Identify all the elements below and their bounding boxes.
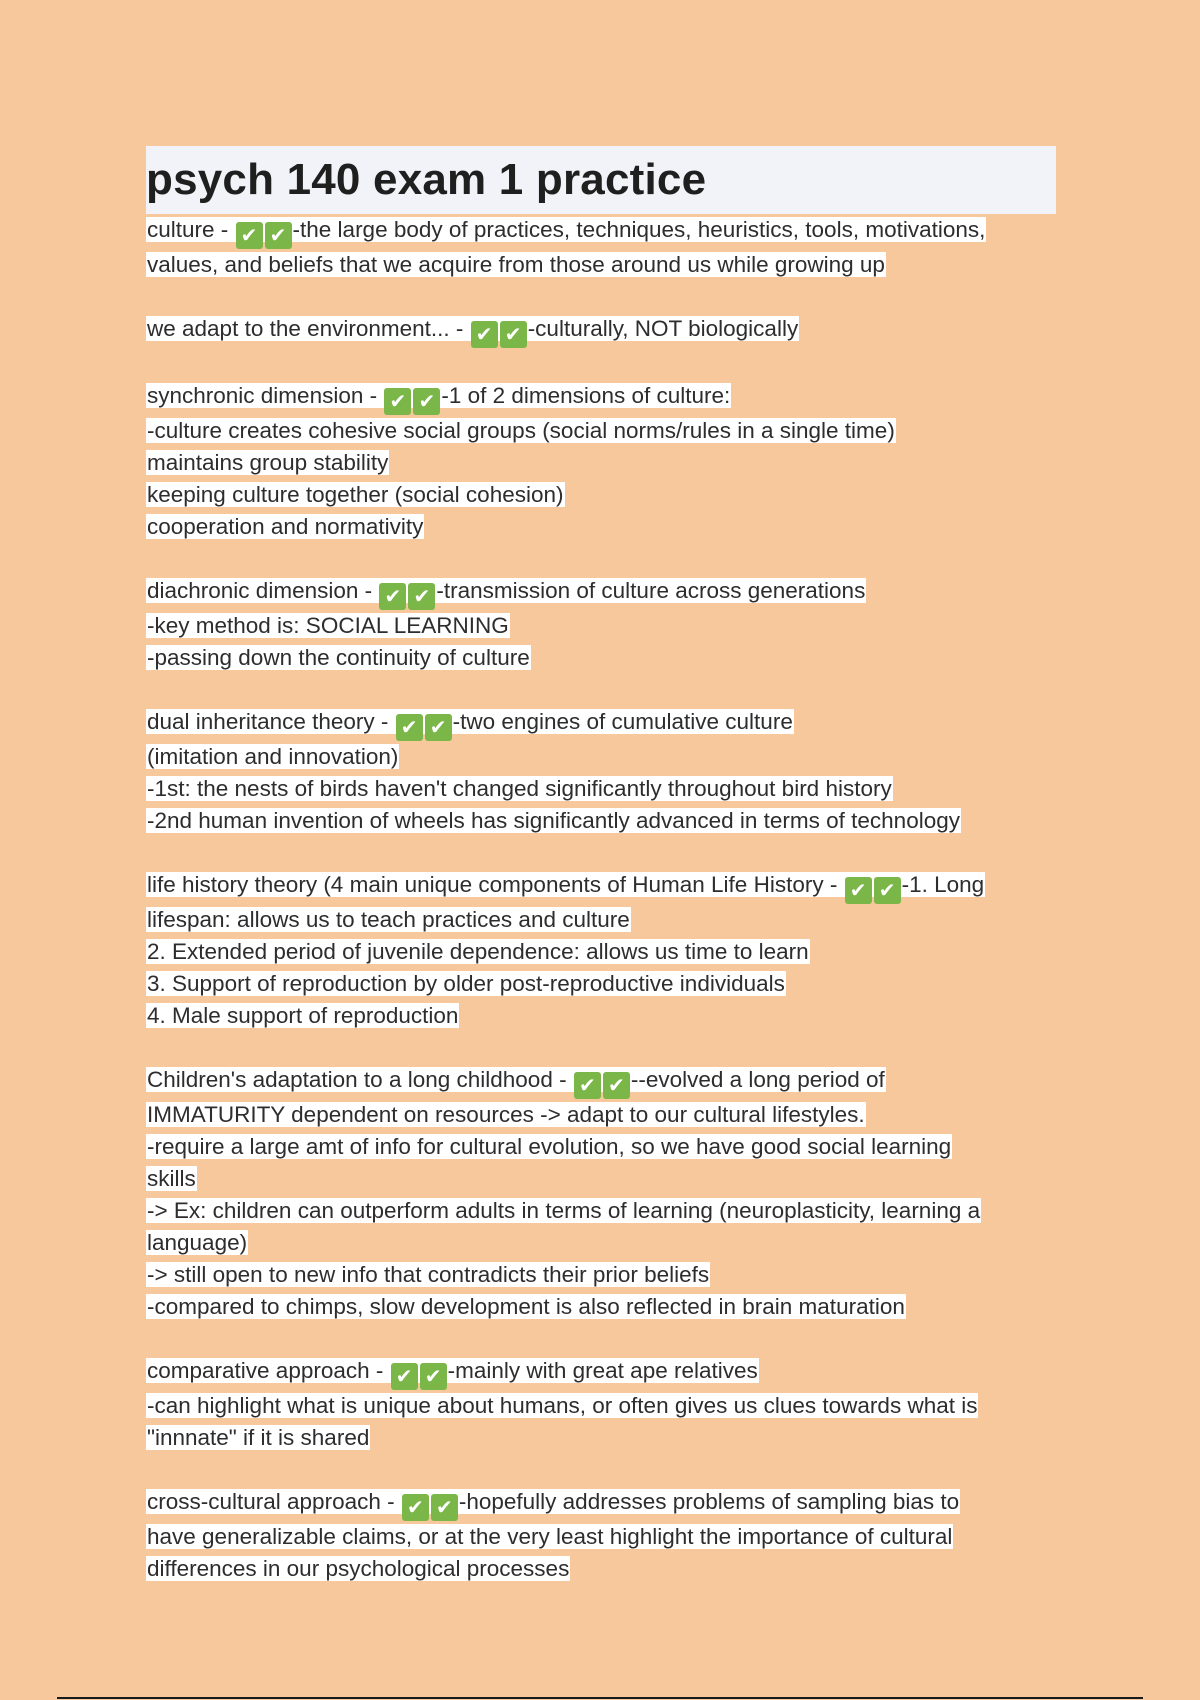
entry-highlight: [146, 383, 731, 413]
entry-definition: -transmission of culture across generations: [436, 578, 866, 603]
entry-definition: -hopefully addresses problems of sampling bias to: [458, 1489, 960, 1514]
entry-line-text: skills: [147, 1166, 196, 1191]
entry-first-line: [146, 1355, 1056, 1390]
entry-first-line: [146, 1486, 1056, 1521]
entry-line-text: language): [147, 1230, 248, 1255]
entry-line-text: have generalizable claims, or at the very least highlight the importance of cultural: [147, 1524, 953, 1549]
entry-line: [146, 968, 1056, 1000]
check-mark-icon: ✔: [391, 1363, 418, 1390]
flashcard-entry: [146, 380, 1056, 543]
entry-line-text: -passing down the continuity of culture: [147, 645, 530, 670]
check-mark-icon: ✔: [236, 222, 263, 249]
entry-highlight: [146, 1489, 960, 1519]
entry-line: [146, 1195, 1056, 1227]
entry-highlight: [146, 1358, 759, 1388]
entry-definition: -mainly with great ape relatives: [447, 1358, 758, 1383]
page-bottom-rule: [57, 1697, 1143, 1699]
entry-term: synchronic dimension -: [147, 383, 384, 408]
entry-line: [146, 249, 1056, 281]
check-mark-icon: ✔: [384, 388, 411, 415]
entry-line-text: values, and beliefs that we acquire from those around us while growing up: [147, 252, 885, 277]
entry-first-line: [146, 313, 1056, 348]
entry-definition: -two engines of cumulative culture: [452, 709, 793, 734]
check-mark-icon: ✔: [431, 1494, 458, 1521]
document-page: [146, 146, 1056, 1617]
entry-line: [146, 479, 1056, 511]
entry-line: [146, 447, 1056, 479]
entry-definition: -1 of 2 dimensions of culture:: [441, 383, 731, 408]
entry-definition: -culturally, NOT biologically: [527, 316, 799, 341]
entry-line: [146, 415, 1056, 447]
check-mark-icon: ✔: [874, 877, 901, 904]
entry-first-line: [146, 1064, 1056, 1099]
check-mark-icon: ✔: [265, 222, 292, 249]
check-mark-icon: ✔: [500, 321, 527, 348]
entry-term: we adapt to the environment... -: [147, 316, 470, 341]
check-mark-icon: ✔: [420, 1363, 447, 1390]
entry-line: [146, 1521, 1056, 1553]
entry-line-text: cooperation and normativity: [147, 514, 424, 539]
entry-term: diachronic dimension -: [147, 578, 379, 603]
entry-term: Children's adaptation to a long childhood -: [147, 1067, 573, 1092]
entry-line-text: lifespan: allows us to teach practices and culture: [147, 907, 630, 932]
check-mark-icon: ✔: [471, 321, 498, 348]
check-mark-icon: ✔: [845, 877, 872, 904]
flashcard-entry: [146, 1355, 1056, 1454]
entry-first-line: [146, 869, 1056, 904]
entry-line: [146, 610, 1056, 642]
entry-highlight: [146, 578, 866, 608]
entry-line: [146, 1000, 1056, 1032]
flashcard-entry: [146, 313, 1056, 348]
entry-line-text: -can highlight what is unique about humans, or often gives us clues towards what is: [147, 1393, 978, 1418]
entry-highlight: [146, 316, 799, 346]
entry-line: [146, 805, 1056, 837]
entry-line: [146, 773, 1056, 805]
entry-line: [146, 1131, 1056, 1163]
check-mark-icon: ✔: [396, 714, 423, 741]
flashcard-entry: [146, 1064, 1056, 1323]
entry-line-text: -compared to chimps, slow development is also reflected in brain maturation: [147, 1294, 905, 1319]
entry-term: comparative approach -: [147, 1358, 390, 1383]
flashcard-entry: [146, 869, 1056, 1032]
entry-line: [146, 511, 1056, 543]
title-bar: [146, 146, 1056, 214]
check-mark-icon: ✔: [425, 714, 452, 741]
check-mark-icon: ✔: [408, 583, 435, 610]
flashcard-list: [146, 214, 1056, 1585]
entry-line: [146, 642, 1056, 674]
entry-line: [146, 936, 1056, 968]
entry-line-text: 3. Support of reproduction by older post-reproductive individuals: [147, 971, 785, 996]
entry-highlight: [146, 872, 985, 902]
entry-line-text: differences in our psychological processes: [147, 1556, 570, 1581]
entry-term: life history theory (4 main unique components of Human Life History -: [147, 872, 844, 897]
flashcard-entry: [146, 575, 1056, 674]
entry-line: [146, 1390, 1056, 1422]
entry-line-text: -require a large amt of info for cultural evolution, so we have good social learning: [147, 1134, 952, 1159]
entry-line: [146, 1099, 1056, 1131]
entry-term: cross-cultural approach -: [147, 1489, 401, 1514]
entry-line-text: (imitation and innovation): [147, 744, 399, 769]
check-mark-icon: ✔: [379, 583, 406, 610]
entry-first-line: [146, 214, 1056, 249]
document-title: psych 140 exam 1 practice: [146, 155, 707, 204]
entry-definition: -the large body of practices, techniques, heuristics, tools, motivations,: [292, 217, 986, 242]
entry-line-text: "innnate" if it is shared: [147, 1425, 370, 1450]
entry-line: [146, 904, 1056, 936]
entry-highlight: [146, 217, 986, 247]
entry-line: [146, 1163, 1056, 1195]
entry-line: [146, 1422, 1056, 1454]
check-mark-icon: ✔: [413, 388, 440, 415]
entry-definition: -1. Long: [901, 872, 985, 897]
entry-line: [146, 1553, 1056, 1585]
entry-first-line: [146, 706, 1056, 741]
entry-first-line: [146, 380, 1056, 415]
check-mark-icon: ✔: [402, 1494, 429, 1521]
entry-definition: --evolved a long period of: [630, 1067, 885, 1092]
entry-line: [146, 1291, 1056, 1323]
entry-line-text: -1st: the nests of birds haven't changed significantly throughout bird history: [147, 776, 892, 801]
entry-line-text: -2nd human invention of wheels has significantly advanced in terms of technology: [147, 808, 960, 833]
entry-line-text: -culture creates cohesive social groups (social norms/rules in a single time): [147, 418, 895, 443]
entry-line-text: keeping culture together (social cohesion): [147, 482, 564, 507]
entry-highlight: [146, 1067, 886, 1097]
entry-line-text: 4. Male support of reproduction: [147, 1003, 459, 1028]
entry-term: culture -: [147, 217, 235, 242]
entry-line: [146, 1259, 1056, 1291]
entry-first-line: [146, 575, 1056, 610]
check-mark-icon: ✔: [603, 1072, 630, 1099]
entry-line: [146, 741, 1056, 773]
entry-line-text: IMMATURITY dependent on resources -> adapt to our cultural lifestyles.: [147, 1102, 865, 1127]
entry-line: [146, 1227, 1056, 1259]
entry-highlight: [146, 709, 794, 739]
entry-line-text: -> Ex: children can outperform adults in terms of learning (neuroplasticity, learning a: [147, 1198, 981, 1223]
entry-line-text: maintains group stability: [147, 450, 389, 475]
flashcard-entry: [146, 1486, 1056, 1585]
entry-line-text: -> still open to new info that contradicts their prior beliefs: [147, 1262, 710, 1287]
entry-line-text: -key method is: SOCIAL LEARNING: [147, 613, 509, 638]
entry-line-text: 2. Extended period of juvenile dependence: allows us time to learn: [147, 939, 809, 964]
check-mark-icon: ✔: [574, 1072, 601, 1099]
flashcard-entry: [146, 214, 1056, 281]
flashcard-entry: [146, 706, 1056, 837]
entry-term: dual inheritance theory -: [147, 709, 395, 734]
